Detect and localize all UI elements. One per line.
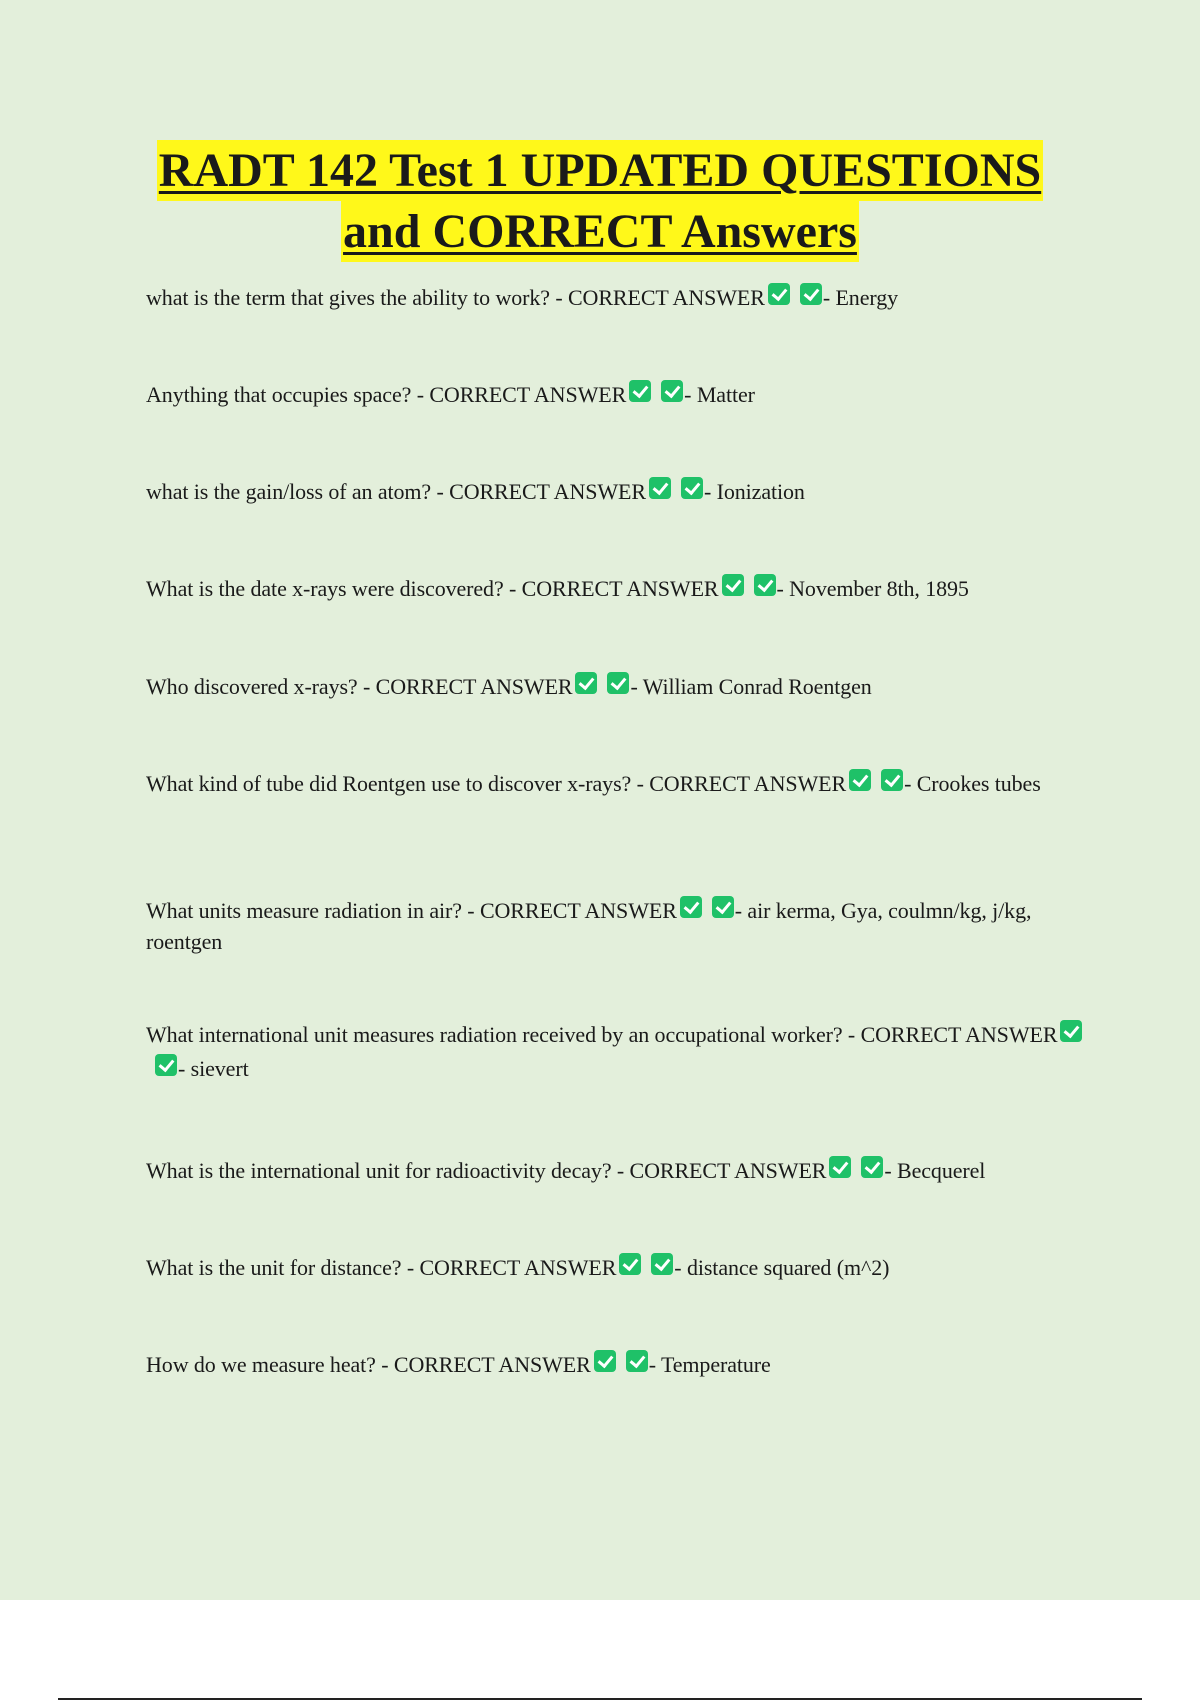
answer-label: CORRECT ANSWER bbox=[860, 1022, 1058, 1047]
answer-prefix: - bbox=[822, 285, 836, 310]
check-box-icon bbox=[680, 896, 702, 918]
question-text: What is the date x-rays were discovered? bbox=[146, 576, 504, 601]
answer-prefix: - bbox=[674, 1255, 687, 1280]
question-text: What is the international unit for radioactivity decay? bbox=[146, 1158, 612, 1183]
separator: - bbox=[411, 382, 430, 407]
answer-label: CORRECT ANSWER bbox=[649, 771, 847, 796]
answer-text: Crookes tubes bbox=[916, 771, 1041, 796]
check-box-icon bbox=[754, 574, 776, 596]
check-box-icon bbox=[861, 1156, 883, 1178]
separator: - bbox=[401, 1255, 420, 1280]
answer-prefix: - bbox=[734, 898, 748, 923]
qa-item bbox=[146, 476, 1086, 507]
separator: - bbox=[549, 285, 568, 310]
answer-label: CORRECT ANSWER bbox=[375, 674, 573, 699]
qa-item bbox=[146, 671, 1086, 702]
question-text: Who discovered x-rays? bbox=[146, 674, 358, 699]
title-line-2: and CORRECT Answers bbox=[341, 201, 859, 262]
question-text: Anything that occupies space? bbox=[146, 382, 412, 407]
answer-prefix: - bbox=[648, 1352, 661, 1377]
qa-item bbox=[146, 1252, 1086, 1283]
check-box-icon bbox=[651, 1253, 673, 1275]
answer-text: sievert bbox=[190, 1056, 249, 1081]
check-box-icon bbox=[626, 1350, 648, 1372]
check-box-icon bbox=[607, 672, 629, 694]
answer-text: distance squared (m^2) bbox=[686, 1255, 890, 1280]
answer-prefix: - bbox=[884, 1158, 898, 1183]
separator: - bbox=[357, 674, 376, 699]
question-text: What is the unit for distance? bbox=[146, 1255, 402, 1280]
qa-item bbox=[146, 282, 1086, 313]
qa-item bbox=[146, 768, 1086, 799]
check-box-icon bbox=[619, 1253, 641, 1275]
answer-text: Ionization bbox=[716, 479, 805, 504]
answer-prefix: - bbox=[776, 576, 790, 601]
answer-text: Becquerel bbox=[897, 1158, 986, 1183]
check-box-icon bbox=[712, 896, 734, 918]
answer-label: CORRECT ANSWER bbox=[449, 479, 646, 504]
answer-label: CORRECT ANSWER bbox=[521, 576, 719, 601]
answer-label: CORRECT ANSWER bbox=[419, 1255, 617, 1280]
separator: - bbox=[375, 1352, 394, 1377]
qa-item bbox=[146, 379, 1086, 410]
answer-text: Energy bbox=[835, 285, 899, 310]
check-box-icon bbox=[575, 672, 597, 694]
answer-text: Matter bbox=[696, 382, 755, 407]
answer-prefix: - bbox=[630, 674, 643, 699]
answer-label: CORRECT ANSWER bbox=[567, 285, 765, 310]
qa-item bbox=[146, 573, 1086, 604]
separator: - bbox=[631, 771, 650, 796]
qa-item bbox=[146, 1349, 1086, 1380]
check-box-icon bbox=[768, 283, 790, 305]
check-box-icon bbox=[722, 574, 744, 596]
answer-text: Temperature bbox=[660, 1352, 771, 1377]
check-box-icon bbox=[1060, 1020, 1082, 1042]
qa-item bbox=[146, 895, 1086, 957]
qa-item bbox=[146, 1155, 1086, 1186]
answer-prefix: - bbox=[904, 771, 917, 796]
answer-label: CORRECT ANSWER bbox=[429, 382, 627, 407]
question-text: How do we measure heat? bbox=[146, 1352, 376, 1377]
title-line-1: RADT 142 Test 1 UPDATED QUESTIONS bbox=[157, 140, 1043, 201]
separator: - bbox=[503, 576, 522, 601]
check-box-icon bbox=[594, 1350, 616, 1372]
question-text: What international unit measures radiation received by an occupational worker? bbox=[146, 1022, 843, 1047]
separator: - bbox=[431, 479, 450, 504]
qa-item bbox=[146, 1018, 1086, 1086]
check-box-icon bbox=[661, 380, 683, 402]
answer-label: CORRECT ANSWER bbox=[393, 1352, 591, 1377]
check-box-icon bbox=[155, 1054, 177, 1076]
answer-prefix: - bbox=[684, 382, 697, 407]
answer-label: CORRECT ANSWER bbox=[629, 1158, 827, 1183]
separator: - bbox=[611, 1158, 630, 1183]
check-box-icon bbox=[881, 769, 903, 791]
answer-prefix: - bbox=[703, 479, 717, 504]
document-title bbox=[0, 140, 1200, 262]
answer-text: November 8th, 1895 bbox=[789, 576, 969, 601]
question-text: What kind of tube did Roentgen use to discover x-rays? bbox=[146, 771, 632, 796]
answer-text: William Conrad Roentgen bbox=[642, 674, 872, 699]
check-box-icon bbox=[800, 283, 822, 305]
answer-text: air kerma, Gya, coulmn/kg, j/kg, roentgen bbox=[146, 898, 1032, 954]
question-text: what is the gain/loss of an atom? bbox=[146, 479, 432, 504]
question-text: What units measure radiation in air? bbox=[146, 898, 462, 923]
check-box-icon bbox=[829, 1156, 851, 1178]
separator: - bbox=[461, 898, 480, 923]
check-box-icon bbox=[649, 477, 671, 499]
check-box-icon bbox=[681, 477, 703, 499]
answer-label: CORRECT ANSWER bbox=[479, 898, 677, 923]
question-text: what is the term that gives the ability to work? bbox=[146, 285, 550, 310]
check-box-icon bbox=[849, 769, 871, 791]
answer-prefix: - bbox=[178, 1056, 191, 1081]
separator: - bbox=[842, 1022, 861, 1047]
check-box-icon bbox=[629, 380, 651, 402]
